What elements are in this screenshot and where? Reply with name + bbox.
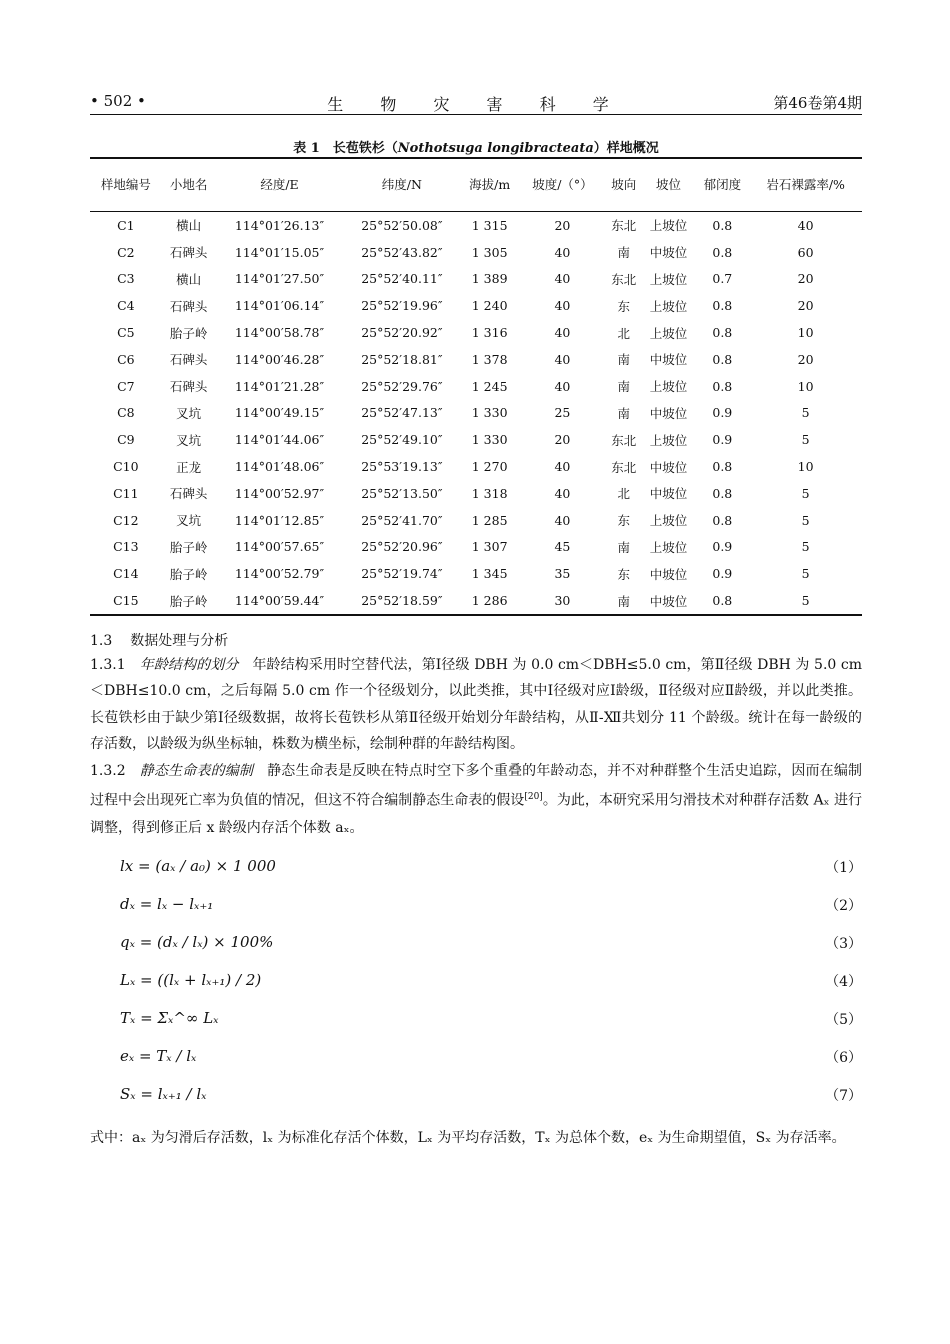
table-cell: 上坡位 bbox=[649, 271, 688, 287]
section-title: 数据处理与分析 bbox=[130, 632, 229, 649]
column-header: 经度/E bbox=[215, 158, 343, 212]
section-number: 1.3 bbox=[90, 632, 113, 649]
table-cell: 北 bbox=[617, 486, 630, 502]
table-cell: 上坡位 bbox=[649, 539, 688, 555]
table-cell: 上坡位 bbox=[649, 325, 688, 341]
table-cell: 1 330 bbox=[471, 405, 508, 421]
table-cell: 114°00′58.78″ bbox=[234, 325, 325, 341]
table-cell: 石碑头 bbox=[169, 298, 208, 314]
table-cell: 中坡位 bbox=[649, 486, 688, 502]
table-cell: 20 bbox=[797, 351, 814, 367]
table-cell: 0.8 bbox=[712, 298, 733, 314]
table-cell: 0.8 bbox=[712, 325, 733, 341]
table-cell: 25°52′19.96″ bbox=[361, 298, 443, 314]
table-cell: 胎子岭 bbox=[162, 587, 216, 615]
table-cell: 1 270 bbox=[471, 459, 508, 475]
table-cell: 40 bbox=[554, 378, 571, 394]
citation: [20] bbox=[524, 792, 543, 803]
table-cell: 25°52′47.13″ bbox=[361, 405, 443, 421]
table-cell: 东 bbox=[617, 513, 630, 529]
table-cell: 114°00′46.28″ bbox=[234, 351, 325, 367]
table-cell: 10 bbox=[797, 325, 814, 341]
equation-formula: Tₓ = Σₓ^∞ Lₓ bbox=[120, 1009, 219, 1028]
table-row bbox=[90, 507, 862, 534]
table-cell: 中坡位 bbox=[649, 245, 688, 261]
journal-title: 生 物 灾 害 科 学 bbox=[327, 95, 625, 114]
table-cell: 1 245 bbox=[471, 378, 508, 394]
equation bbox=[90, 849, 862, 887]
table-cell: 20 bbox=[554, 217, 571, 233]
table-row bbox=[90, 400, 862, 427]
table-cell: 北 bbox=[617, 325, 630, 341]
table-cell: 5 bbox=[801, 485, 810, 501]
table-row bbox=[90, 212, 862, 239]
column-header: 郁闭度 bbox=[695, 158, 749, 212]
table-cell: C6 bbox=[117, 351, 135, 367]
table-row bbox=[90, 373, 862, 400]
table-row bbox=[90, 560, 862, 587]
table-cell: 1 389 bbox=[471, 271, 508, 287]
table-cell: 1 305 bbox=[471, 244, 508, 260]
subsection-title: 静态生命表的编制 bbox=[139, 762, 254, 779]
table-cell: 东北 bbox=[611, 459, 637, 475]
table-cell: 0.8 bbox=[712, 217, 733, 233]
table-cell: 东北 bbox=[611, 218, 637, 234]
table-cell: 25°52′41.70″ bbox=[361, 512, 443, 528]
table-cell: 0.8 bbox=[712, 459, 733, 475]
equation-number: （2） bbox=[825, 898, 862, 915]
paragraph-text: 。为此，本研究采用匀滑技术对种群存活数 Aₓ 进行调整，得到修正后 x 龄级内存活个体数 aₓ。 bbox=[90, 793, 862, 836]
table-cell: 5 bbox=[801, 566, 810, 582]
table-cell: 30 bbox=[519, 587, 606, 615]
equation-number: （4） bbox=[825, 974, 862, 991]
table-cell: 0.9 bbox=[712, 539, 733, 555]
table-cell: 0.9 bbox=[712, 566, 733, 582]
table-cell: C12 bbox=[113, 512, 139, 528]
table-row bbox=[90, 266, 862, 293]
table-cell: 1 286 bbox=[460, 587, 519, 615]
table-cell: 0.8 bbox=[695, 587, 749, 615]
subsection-number: 1.3.1 bbox=[90, 656, 126, 673]
table-cell: C4 bbox=[117, 298, 135, 314]
table-cell: 114°01′06.14″ bbox=[234, 298, 325, 314]
table-cell: 上坡位 bbox=[649, 298, 688, 314]
page bbox=[90, 88, 862, 1151]
table-cell: 1 307 bbox=[471, 539, 508, 555]
paragraph-text: 静态生命表是反映在特点时空下多个重叠的年龄动态，并不对种群整个生活史追踪，因而在编制过程中会出现死亡率为负值的情况，但这不符合编制静态生命表的假设 bbox=[90, 762, 863, 810]
caption-post: ）样地概况 bbox=[593, 141, 659, 156]
paragraph-text: 年龄结构采用时空替代法，第Ⅰ径级 DBH 为 0.0 cm＜DBH≤5.0 cm，第Ⅱ径级 DBH 为 5.0 cm＜DBH≤10.0 cm，之后每隔 5.0 cm 作一个径级划分，以此类推，其中Ⅰ径级对应Ⅰ龄级，Ⅱ径级对应Ⅱ龄级，并以此类推。长苞铁杉由于缺少第Ⅰ径级数据，故将长苞铁杉从第Ⅱ径级开始划分年龄结构，从Ⅱ-Ⅻ共划分 11 个龄级。统计在每一龄级的存活数，以龄级为纵坐标轴，株数为横坐标，绘制种群的年龄结构图。 bbox=[90, 656, 862, 753]
table-row bbox=[90, 534, 862, 561]
page-number: • 502 • bbox=[90, 92, 146, 110]
column-header: 坡度/（°） bbox=[519, 158, 606, 212]
equation-number: （7） bbox=[825, 1088, 862, 1105]
table-cell: 35 bbox=[554, 566, 571, 582]
table-cell: 25°52′18.81″ bbox=[361, 351, 443, 367]
plot-table bbox=[90, 157, 862, 616]
table-cell: 1 240 bbox=[471, 298, 508, 314]
table-row bbox=[90, 239, 862, 266]
table-cell: 114°01′44.06″ bbox=[234, 432, 325, 448]
table-cell: 40 bbox=[554, 485, 571, 501]
table-cell: 上坡位 bbox=[649, 218, 688, 234]
table-cell: C7 bbox=[117, 378, 135, 394]
table-cell: 5 bbox=[801, 405, 810, 421]
table-cell: 东 bbox=[617, 298, 630, 314]
equation bbox=[90, 1077, 862, 1115]
table-cell: 40 bbox=[554, 351, 571, 367]
table-cell: 叉坑 bbox=[176, 405, 202, 421]
table-cell: 114°00′57.65″ bbox=[234, 539, 325, 555]
column-header: 坡向 bbox=[606, 158, 642, 212]
table-row bbox=[90, 346, 862, 373]
table-cell: C13 bbox=[113, 539, 139, 555]
table-cell: C14 bbox=[113, 566, 139, 582]
table-row bbox=[90, 426, 862, 453]
table-cell: 25°52′40.11″ bbox=[361, 271, 443, 287]
table-row bbox=[90, 319, 862, 346]
table-cell: C1 bbox=[117, 217, 135, 233]
table-cell: 0.7 bbox=[712, 271, 733, 287]
table-row bbox=[90, 480, 862, 507]
table-cell: 1 316 bbox=[471, 325, 508, 341]
equation-number: （6） bbox=[825, 1050, 862, 1067]
equation bbox=[90, 925, 862, 963]
table-cell: 1 318 bbox=[471, 485, 508, 501]
table-header-row bbox=[90, 158, 862, 212]
table-cell: 5 bbox=[801, 432, 810, 448]
table-cell: 中坡位 bbox=[642, 587, 696, 615]
equation-number: （1） bbox=[825, 860, 862, 877]
subsection-title: 年龄结构的划分 bbox=[139, 656, 239, 673]
table-row bbox=[90, 453, 862, 480]
table-cell: 叉坑 bbox=[176, 513, 202, 529]
table-cell: 25°52′13.50″ bbox=[361, 485, 443, 501]
table-cell: 25°52′49.10″ bbox=[361, 432, 443, 448]
table-cell: 20 bbox=[797, 271, 814, 287]
table-cell: 0.8 bbox=[712, 351, 733, 367]
table-cell: 中坡位 bbox=[649, 352, 688, 368]
equation-formula: Sₓ = lₓ₊₁ / lₓ bbox=[120, 1085, 207, 1104]
equation-number: （3） bbox=[825, 936, 862, 953]
column-header: 纬度/N bbox=[344, 158, 461, 212]
table-cell: C10 bbox=[113, 459, 139, 475]
table-cell: 1 378 bbox=[471, 351, 508, 367]
equation-formula: eₓ = Tₓ / lₓ bbox=[120, 1047, 197, 1066]
table-cell: 0.9 bbox=[712, 405, 733, 421]
table-cell: 南 bbox=[617, 539, 630, 555]
table-cell: 南 bbox=[606, 587, 642, 615]
table-cell: 上坡位 bbox=[649, 379, 688, 395]
table-cell: 胎子岭 bbox=[169, 566, 208, 582]
table-cell: 40 bbox=[554, 244, 571, 260]
equation bbox=[90, 1001, 862, 1039]
table-cell: 40 bbox=[554, 325, 571, 341]
section-heading bbox=[90, 630, 862, 652]
table-cell: 114°01′48.06″ bbox=[234, 459, 325, 475]
table-cell: 南 bbox=[617, 352, 630, 368]
table-cell: 上坡位 bbox=[649, 432, 688, 448]
table-cell: C11 bbox=[113, 485, 139, 501]
equation-list bbox=[90, 849, 862, 1115]
equation-number: （5） bbox=[825, 1012, 862, 1029]
column-header: 坡位 bbox=[642, 158, 696, 212]
table-cell: 南 bbox=[617, 405, 630, 421]
table-cell: 20 bbox=[554, 432, 571, 448]
table-cell: C8 bbox=[117, 405, 135, 421]
table-cell: 1 315 bbox=[471, 217, 508, 233]
volume-issue: 第46卷第4期 bbox=[773, 94, 862, 112]
column-header: 海拔/m bbox=[460, 158, 519, 212]
table-cell: 40 bbox=[554, 298, 571, 314]
table-cell: 25°52′20.92″ bbox=[361, 325, 443, 341]
table-cell: 114°00′52.97″ bbox=[234, 485, 325, 501]
table-cell: 胎子岭 bbox=[169, 325, 208, 341]
table-row bbox=[90, 587, 862, 615]
table-cell: C15 bbox=[90, 587, 162, 615]
table-cell: 25°52′19.74″ bbox=[361, 566, 443, 582]
table-cell: 25°52′18.59″ bbox=[344, 587, 461, 615]
table-cell: 114°00′59.44″ bbox=[215, 587, 343, 615]
table-cell: 正龙 bbox=[176, 459, 202, 475]
paragraph-age-structure bbox=[90, 652, 862, 758]
table-cell: 25°52′50.08″ bbox=[361, 217, 443, 233]
equation-formula: Lₓ = ((lₓ + lₓ₊₁) / 2) bbox=[120, 971, 262, 990]
table-cell: 中坡位 bbox=[649, 405, 688, 421]
table-cell: C3 bbox=[117, 271, 135, 287]
table-cell: 石碑头 bbox=[169, 352, 208, 368]
table-caption bbox=[90, 137, 862, 155]
table-cell: 114°01′27.50″ bbox=[234, 271, 325, 287]
table-cell: 东北 bbox=[611, 271, 637, 287]
table-cell: 石碑头 bbox=[169, 486, 208, 502]
table-cell: 40 bbox=[554, 271, 571, 287]
table-cell: 中坡位 bbox=[649, 566, 688, 582]
equation bbox=[90, 963, 862, 1001]
table-cell: 25°53′19.13″ bbox=[361, 459, 443, 475]
table-cell: 0.8 bbox=[712, 244, 733, 260]
table-body bbox=[90, 212, 862, 615]
table-cell: 5 bbox=[801, 539, 810, 555]
table-cell: 114°00′52.79″ bbox=[234, 566, 325, 582]
table-cell: 45 bbox=[554, 539, 571, 555]
table-cell: 石碑头 bbox=[169, 245, 208, 261]
column-header: 岩石裸露率/% bbox=[749, 158, 862, 212]
table-cell: 0.9 bbox=[712, 432, 733, 448]
table-row bbox=[90, 292, 862, 319]
table-cell: 25 bbox=[554, 405, 571, 421]
table-cell: 1 330 bbox=[471, 432, 508, 448]
table-cell: 横山 bbox=[176, 271, 202, 287]
table-cell: 东 bbox=[617, 566, 630, 582]
table-cell: 上坡位 bbox=[649, 513, 688, 529]
column-header: 小地名 bbox=[162, 158, 216, 212]
table-cell: C5 bbox=[117, 325, 135, 341]
table-cell: 南 bbox=[617, 245, 630, 261]
equation-formula: dₓ = lₓ − lₓ₊₁ bbox=[120, 895, 214, 914]
equation bbox=[90, 887, 862, 925]
table-cell: 10 bbox=[797, 378, 814, 394]
table-cell: 0.8 bbox=[712, 378, 733, 394]
equation-formula: qₓ = (dₓ / lₓ) × 100% bbox=[120, 933, 274, 952]
table-cell: 114°01′21.28″ bbox=[234, 378, 325, 394]
table-cell: 1 285 bbox=[471, 512, 508, 528]
table-cell: 40 bbox=[554, 512, 571, 528]
table-cell: C9 bbox=[117, 432, 135, 448]
paragraph-life-table bbox=[90, 758, 862, 841]
table-cell: 25°52′43.82″ bbox=[361, 244, 443, 260]
table-cell: 40 bbox=[554, 459, 571, 475]
table-cell: 叉坑 bbox=[176, 432, 202, 448]
table-cell: 横山 bbox=[176, 218, 202, 234]
equation-formula: lx = (aₓ / a₀) × 1 000 bbox=[120, 857, 276, 876]
table-cell: 60 bbox=[797, 244, 814, 260]
column-header: 样地编号 bbox=[90, 158, 162, 212]
table-cell: 5 bbox=[749, 587, 862, 615]
table-cell: 114°01′15.05″ bbox=[234, 244, 325, 260]
table-cell: 10 bbox=[797, 459, 814, 475]
table-cell: C2 bbox=[117, 244, 135, 260]
table-cell: 0.8 bbox=[712, 512, 733, 528]
equation bbox=[90, 1039, 862, 1077]
caption-pre: 表 1 长苞铁杉（ bbox=[293, 141, 398, 156]
table-cell: 25°52′29.76″ bbox=[361, 378, 443, 394]
equation-note: 式中：aₓ 为匀滑后存活数，lₓ 为标准化存活个体数，Lₓ 为平均存活数，Tₓ 为总体个数，eₓ 为生命期望值，Sₓ 为存活率。 bbox=[90, 1130, 846, 1147]
table-cell: 25°52′20.96″ bbox=[361, 539, 443, 555]
caption-latin: Nothotsuga longibracteata bbox=[397, 141, 594, 156]
table-cell: 0.8 bbox=[712, 485, 733, 501]
running-header bbox=[90, 88, 862, 114]
table-cell: 40 bbox=[797, 217, 814, 233]
table-cell: 5 bbox=[801, 512, 810, 528]
table-cell: 南 bbox=[617, 379, 630, 395]
table-cell: 石碑头 bbox=[169, 379, 208, 395]
table-cell: 胎子岭 bbox=[169, 539, 208, 555]
table-cell: 20 bbox=[797, 298, 814, 314]
table-cell: 中坡位 bbox=[649, 459, 688, 475]
table-cell: 东北 bbox=[611, 432, 637, 448]
table-cell: 114°01′12.85″ bbox=[234, 512, 325, 528]
table-cell: 114°01′26.13″ bbox=[234, 217, 325, 233]
table-cell: 1 345 bbox=[471, 566, 508, 582]
table-cell: 114°00′49.15″ bbox=[234, 405, 325, 421]
subsection-number: 1.3.2 bbox=[90, 762, 126, 779]
